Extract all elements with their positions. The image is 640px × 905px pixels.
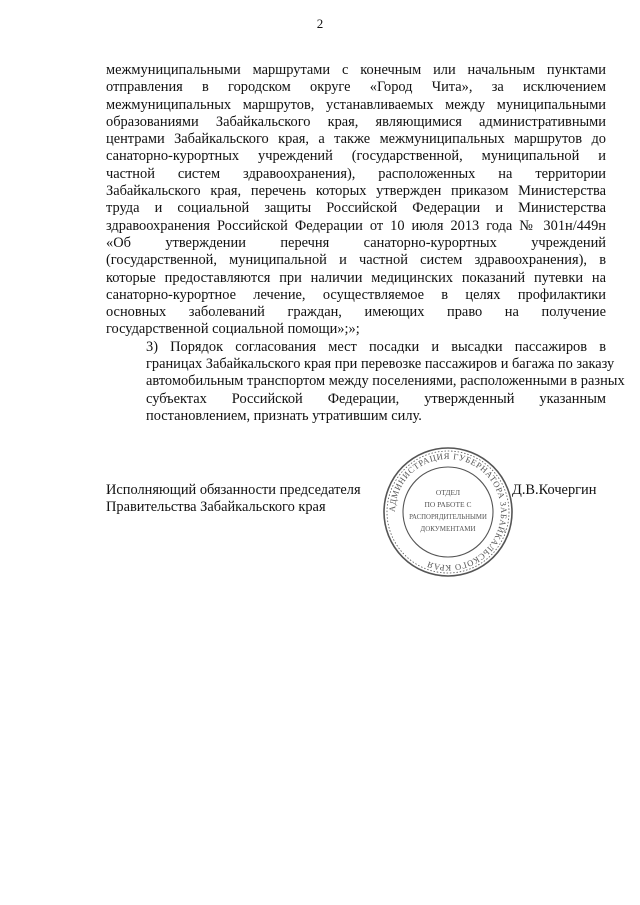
paragraph-continuation xyxy=(106,62,606,339)
official-stamp xyxy=(380,444,516,580)
text-line: 3) Порядок согласования мест посадки и высадки пассажиров в xyxy=(146,338,606,355)
paragraph-item-3 xyxy=(106,338,625,425)
svg-text:АДМИНИСТРАЦИЯ ГУБЕРНАТОРА ЗАБА xyxy=(387,451,509,573)
text-line: границах Забайкальского края при перевозке пассажиров и багажа по заказу xyxy=(146,356,615,373)
document-body xyxy=(106,62,625,425)
text-line: межмуниципальными маршрутами с конечным или начальным пунктами xyxy=(106,62,606,78)
text-line: постановлением, признать утратившим силу. xyxy=(146,407,422,424)
text-line: субъектах Российской Федерации, утвержденный указанным xyxy=(146,390,606,407)
signatory-position-line-2: Правительства Забайкальского края xyxy=(106,499,326,516)
text-line: труда и социальной защиты Российской Федерации и Министерства xyxy=(106,200,606,217)
official-stamp-seal xyxy=(380,444,516,580)
text-line: «Об утверждении перечня санаторно-курортных учреждений xyxy=(106,234,606,251)
text-line: санаторно-курортное лечение, осуществляемое в целях профилактики xyxy=(106,286,606,303)
text-line: автомобильным транспортом между поселениями, расположенными в разных xyxy=(146,373,625,390)
text-line: частной систем здравоохранения), расположенных на территории xyxy=(106,165,606,182)
text-line: здравоохранения Российской Федерации от 10 июля 2013 года № 301н/449н xyxy=(106,217,606,234)
stamp-center-line-2: ПО РАБОТЕ С xyxy=(424,500,472,509)
text-line: государственной социальной помощи»;»; xyxy=(106,321,360,338)
text-line: (государственной, муниципальной и частной систем здравоохранения), в xyxy=(106,252,606,269)
signatory-position xyxy=(106,482,361,517)
text-line: Забайкальского края, перечень которых утвержден приказом Министерства xyxy=(106,183,606,200)
text-line: образованиями Забайкальского края, являющимися административными xyxy=(106,113,606,130)
text-line: центрами Забайкальского края, а также межмуниципальных маршрутов до xyxy=(106,131,606,148)
signatory-position-line-1: Исполняющий обязанности председателя xyxy=(106,482,361,498)
text-line: основных заболеваний граждан, имеющих право на получение xyxy=(106,304,606,321)
stamp-ring-text: АДМИНИСТРАЦИЯ ГУБЕРНАТОРА ЗАБАЙКАЛЬСКОГО КРАЯ xyxy=(386,450,510,574)
text-line: санаторно-курортных учреждений (государственной, муниципальной и xyxy=(106,148,606,165)
text-line: которые предоставляются при наличии медицинских показаний путевки на xyxy=(106,269,606,286)
signatory-name-block xyxy=(512,482,596,499)
stamp-center-line-4: ДОКУМЕНТАМИ xyxy=(420,525,476,533)
text-line: межмуниципальных маршрутов, устанавливаемых между муниципальными xyxy=(106,96,606,113)
page-number: 2 xyxy=(316,16,324,31)
text-line: отправления в городском округе «Город Чита», за исключением xyxy=(106,79,606,96)
stamp-center-line-3: РАСПОРЯДИТЕЛЬНЫМИ xyxy=(409,514,487,521)
stamp-center-line-1: ОТДЕЛ xyxy=(435,488,461,497)
signatory-name: Д.В.Кочергин xyxy=(512,482,597,498)
